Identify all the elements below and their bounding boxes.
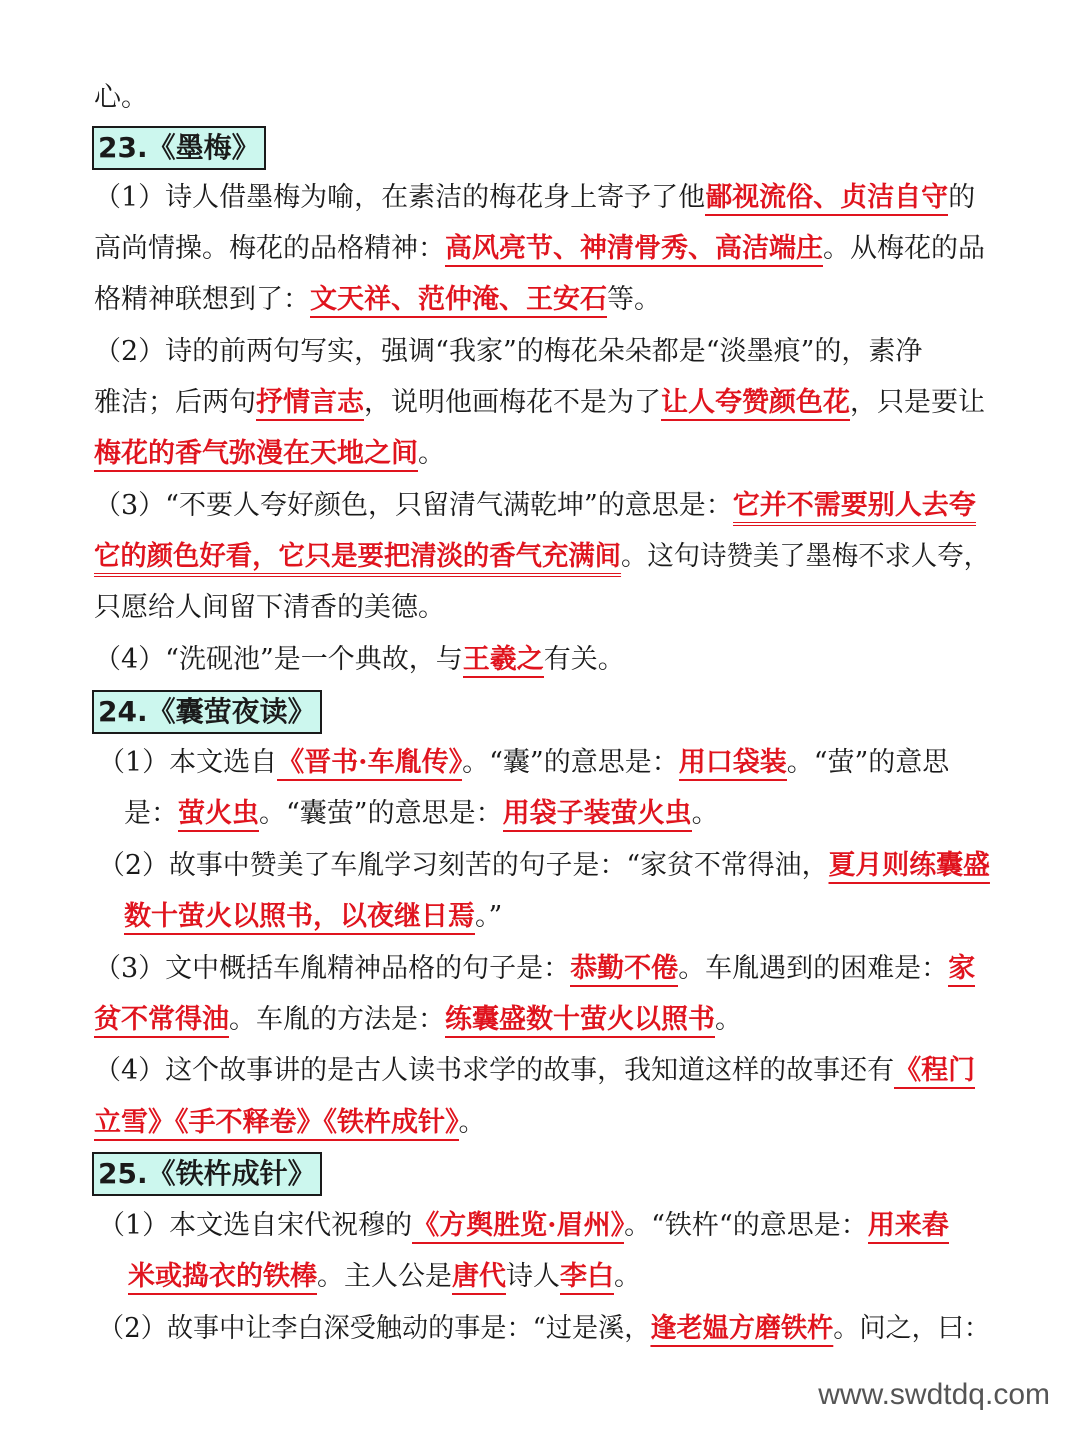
answer-highlight: 《方舆胜览·眉州》 bbox=[412, 1210, 624, 1244]
answer-highlight: 萤火虫 bbox=[178, 798, 259, 832]
text-line: 只愿给人间留下清香的美德。 bbox=[94, 592, 445, 623]
answer-highlight: 家 bbox=[948, 953, 975, 987]
answer-highlight: 抒情言志 bbox=[256, 387, 364, 421]
text-line: （2）故事中赞美了车胤学习刻苦的句子是：“家贫不常得油，夏月则练囊盛 bbox=[98, 846, 990, 886]
section-title-23: 23.《墨梅》 bbox=[92, 126, 266, 170]
answer-highlight: 鄙视流俗、贞洁自守 bbox=[705, 182, 948, 216]
section-title-24: 24.《囊萤夜读》 bbox=[92, 690, 322, 734]
text-line: 立雪》《手不释卷》《铁杵成针》。 bbox=[94, 1103, 486, 1143]
answer-highlight: 恭勤不倦 bbox=[570, 953, 678, 987]
answer-highlight: 高风亮节、神清骨秀、高洁端庄 bbox=[445, 233, 823, 267]
text-line: （1）本文选自宋代祝穆的《方舆胜览·眉州》。“铁杵“的意思是：用来舂 bbox=[98, 1206, 949, 1246]
answer-highlight: 用口袋装 bbox=[679, 747, 787, 781]
text-line: 贫不常得油。车胤的方法是：练囊盛数十萤火以照书。 bbox=[94, 1000, 742, 1040]
text-line: （2）故事中让李白深受触动的事是：“过是溪，逢老媪方磨铁杵。问之，曰： bbox=[98, 1309, 990, 1349]
answer-highlight: 逢老媪方磨铁杵 bbox=[650, 1313, 833, 1347]
answer-highlight: 它的颜色好看，它只是要把清淡的香气充满间 bbox=[94, 541, 621, 577]
text-line: 雅洁；后两句抒情言志，说明他画梅花不是为了让人夸赞颜色花，只是要让 bbox=[94, 383, 985, 423]
answer-highlight: 用袋子装萤火虫 bbox=[503, 798, 692, 832]
answer-highlight: 用来舂 bbox=[868, 1210, 949, 1244]
text-line: 米或捣衣的铁棒。主人公是唐代诗人李白。 bbox=[128, 1257, 641, 1297]
text-line: 心。 bbox=[94, 82, 148, 113]
text-line: （2）诗的前两句写实，强调“我家”的梅花朵朵都是“淡墨痕”的，素净 bbox=[94, 336, 923, 367]
text-line: （3）“不要人夸好颜色，只留清气满乾坤”的意思是：它并不需要别人去夸 bbox=[94, 486, 976, 526]
text-line: 高尚情操。梅花的品格精神：高风亮节、神清骨秀、高洁端庄。从梅花的品 bbox=[94, 229, 985, 269]
text-line: 梅花的香气弥漫在天地之间。 bbox=[94, 434, 445, 474]
text-line: 它的颜色好看，它只是要把清淡的香气充满间。这句诗赞美了墨梅不求人夸， bbox=[94, 537, 990, 577]
answer-highlight: 米或捣衣的铁棒 bbox=[128, 1261, 317, 1295]
answer-highlight: 它并不需要别人去夸 bbox=[733, 490, 976, 526]
watermark: www.swdtdq.com bbox=[818, 1378, 1050, 1411]
answer-highlight: 立雪》《手不释卷》《铁杵成针》 bbox=[94, 1107, 459, 1141]
answer-highlight: 贫不常得油 bbox=[94, 1004, 229, 1038]
text-line: 是：萤火虫。“囊萤”的意思是：用袋子装萤火虫。 bbox=[124, 794, 719, 834]
answer-highlight: 让人夸赞颜色花 bbox=[661, 387, 850, 421]
text-line: 格精神联想到了：文天祥、范仲淹、王安石等。 bbox=[94, 280, 661, 320]
answer-highlight: 文天祥、范仲淹、王安石 bbox=[310, 284, 607, 318]
answer-highlight: 梅花的香气弥漫在天地之间 bbox=[94, 438, 418, 472]
answer-highlight: 王羲之 bbox=[463, 644, 544, 678]
answer-highlight: 李白 bbox=[560, 1261, 614, 1295]
answer-highlight: 夏月则练囊盛 bbox=[828, 850, 989, 884]
text-line: （1）本文选自《晋书·车胤传》。“囊”的意思是：用口袋装。“萤”的意思 bbox=[98, 743, 949, 783]
answer-highlight: 《程门 bbox=[894, 1055, 975, 1089]
text-line: （4）“洗砚池”是一个典故，与王羲之有关。 bbox=[94, 640, 625, 680]
answer-highlight: 练囊盛数十萤火以照书 bbox=[445, 1004, 715, 1038]
text-line: （3）文中概括车胤精神品格的句子是：恭勤不倦。车胤遇到的困难是：家 bbox=[94, 949, 975, 989]
answer-highlight: 唐代 bbox=[452, 1261, 506, 1295]
section-title-25: 25.《铁杵成针》 bbox=[92, 1152, 322, 1196]
text-line: 数十萤火以照书，以夜继日焉。” bbox=[124, 897, 502, 937]
answer-highlight: 《晋书·车胤传》 bbox=[277, 747, 462, 781]
text-line: （1）诗人借墨梅为喻，在素洁的梅花身上寄予了他鄙视流俗、贞洁自守的 bbox=[94, 178, 975, 218]
text-line: （4）这个故事讲的是古人读书求学的故事，我知道这样的故事还有《程门 bbox=[94, 1051, 975, 1091]
answer-highlight: 数十萤火以照书，以夜继日焉 bbox=[124, 901, 475, 935]
